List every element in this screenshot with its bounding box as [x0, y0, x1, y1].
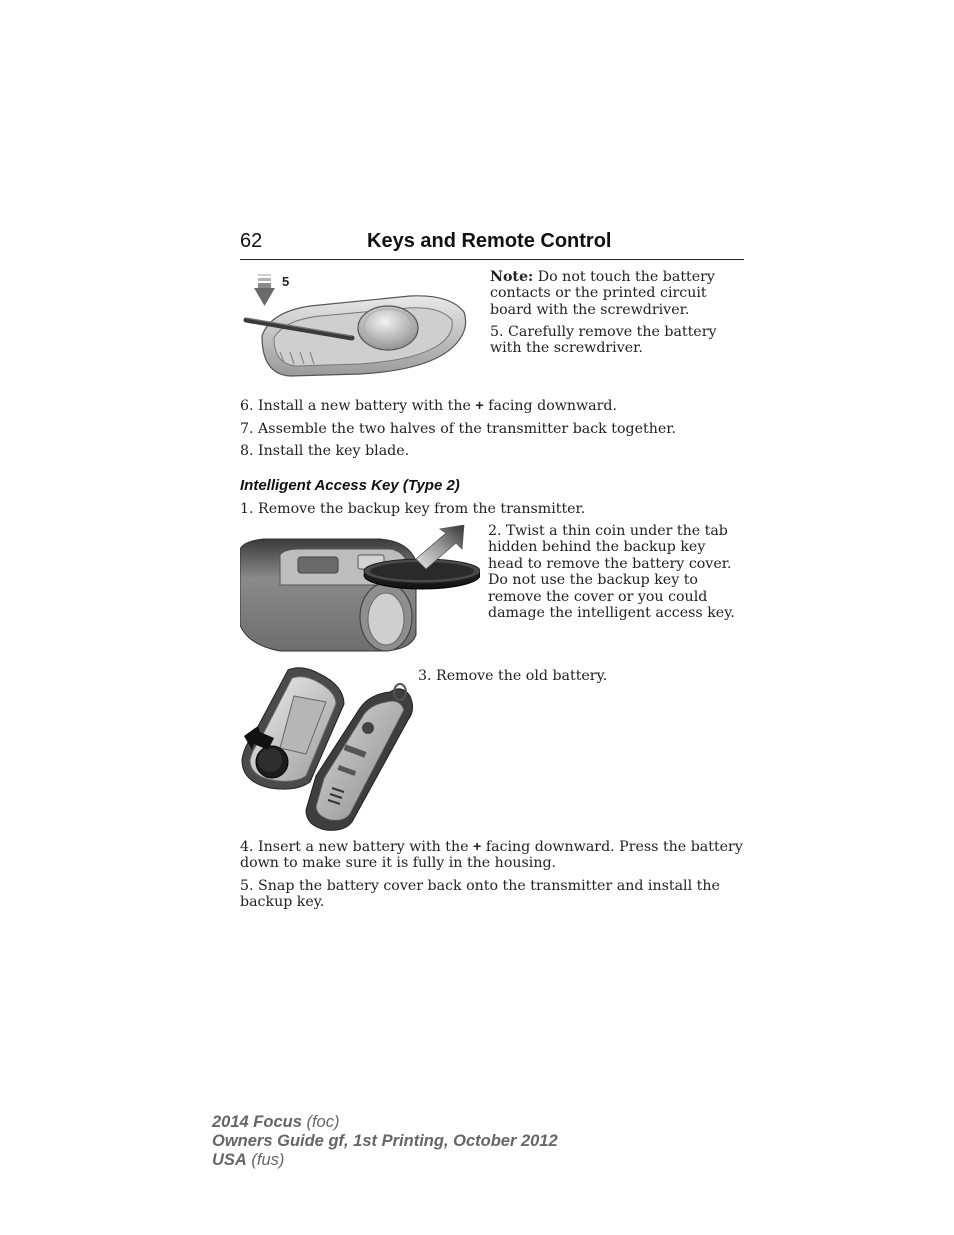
- section-step-4-text: [240, 839, 744, 872]
- step-5-text: 5. Carefully remove the battery with the screwdriver.: [490, 324, 717, 357]
- figure-coin-cover: [240, 525, 480, 653]
- fob-coin-illustration: [240, 525, 480, 653]
- step-6-pre: 6. Install a new battery with the: [240, 398, 476, 414]
- section-step-3-text: 3. Remove the old battery.: [418, 668, 608, 684]
- footer-model-code: (foc): [301, 1113, 340, 1131]
- footer-line-3: [212, 1151, 558, 1170]
- section-step-1-text: 1. Remove the backup key from the transmitter.: [240, 501, 586, 517]
- step-7-text: 7. Assemble the two halves of the transmitter back together.: [240, 421, 676, 437]
- fob-open-illustration: [240, 266, 472, 384]
- step-6-post: facing downward.: [483, 398, 618, 414]
- section-step-5-text: 5. Snap the battery cover back onto the transmitter and install the backup key.: [240, 878, 720, 911]
- footer-line-1: [212, 1113, 558, 1132]
- fob-halves-illustration: [240, 664, 416, 832]
- note-label: Note:: [490, 269, 534, 285]
- section-step-2-text: 2. Twist a thin coin under the tab hidden behind the backup key head to remove the battery cover. Do not use the backup key to remove the cover or you could damage the intelligent access key.: [488, 523, 735, 622]
- plus-symbol-2: +: [473, 839, 482, 855]
- plus-symbol: +: [475, 398, 484, 414]
- footer-printing: Owners Guide gf, 1st Printing, October 2012: [212, 1132, 558, 1150]
- page-title: Keys and Remote Control: [367, 230, 612, 252]
- down-arrow-icon: [254, 274, 275, 306]
- header-rule: [240, 259, 744, 260]
- footer: [212, 1113, 558, 1170]
- section-heading: Intelligent Access Key (Type 2): [240, 477, 460, 494]
- section-step-4-pre: 4. Insert a new battery with the: [240, 839, 474, 855]
- figure-open-fob: [240, 664, 416, 832]
- figure-screwdriver-battery: [240, 266, 472, 384]
- figure-step-label: 5: [282, 274, 290, 289]
- step-8-text: 8. Install the key blade.: [240, 443, 410, 459]
- footer-market-code: (fus): [246, 1151, 285, 1169]
- page-number: 62: [240, 230, 263, 252]
- note-text: Do not touch the battery contacts or the printed circuit board with the screwdriver.: [490, 269, 715, 318]
- footer-model: 2014 Focus: [212, 1113, 302, 1131]
- footer-line-2: [212, 1132, 558, 1151]
- section-step-4-post: facing downward. Press the battery down to make sure it is fully in the housing.: [240, 839, 743, 872]
- step-6-text: [240, 398, 744, 414]
- footer-market: USA: [212, 1151, 247, 1169]
- note-paragraph: [490, 269, 744, 318]
